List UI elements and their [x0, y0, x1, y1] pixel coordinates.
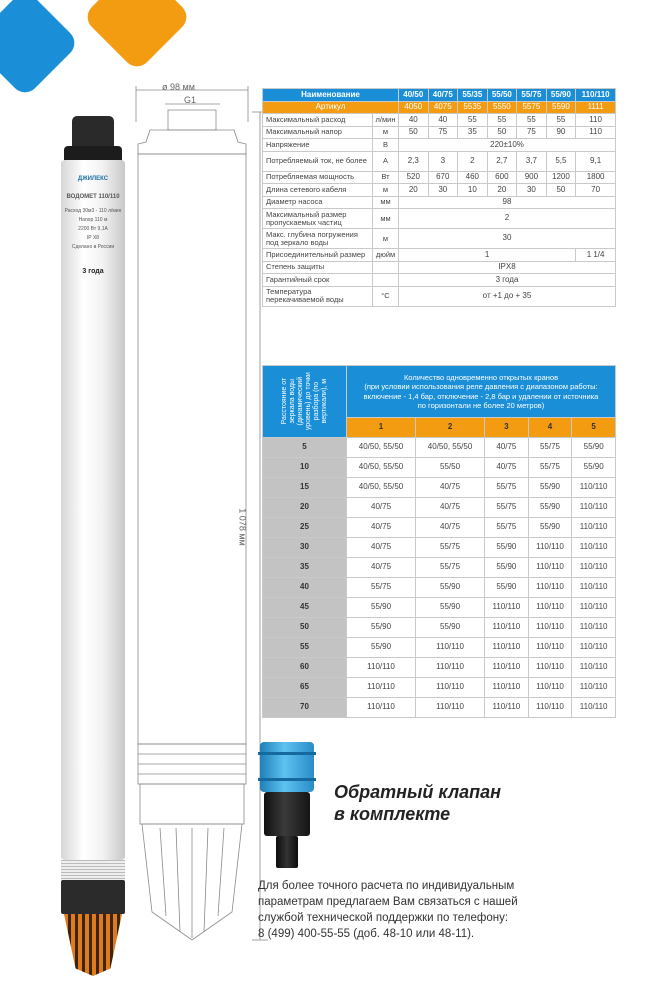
spec-param-name: Длина сетевого кабеля	[263, 184, 373, 197]
sel-model: 110/110	[528, 538, 572, 558]
spec-param-name: Максимальный напор	[263, 126, 373, 139]
sel-model: 55/90	[347, 598, 416, 618]
sel-distance: 70	[263, 698, 347, 718]
sel-model: 110/110	[572, 618, 616, 638]
spec-model-header: 40/75	[428, 89, 458, 102]
spec-param-name: Потребляемый ток, не более	[263, 151, 373, 171]
sel-row	[263, 578, 616, 598]
spec-value: 40	[428, 114, 458, 127]
spec-merged-value: 220±10%	[399, 139, 616, 152]
spec-row	[263, 139, 616, 152]
spec-value: 670	[428, 171, 458, 184]
sel-row	[263, 658, 616, 678]
spec-model-header: 110/110	[576, 89, 616, 102]
sel-model: 40/50, 55/50	[347, 458, 416, 478]
spec-article: 5535	[458, 101, 488, 114]
sel-model: 110/110	[528, 598, 572, 618]
sel-model: 110/110	[572, 538, 616, 558]
spec-param-name: Напряжение	[263, 139, 373, 152]
sel-model: 110/110	[528, 578, 572, 598]
sel-row	[263, 618, 616, 638]
spec-value: 5,5	[546, 151, 576, 171]
spec-unit: л/мин	[373, 114, 399, 127]
spec-article: 5575	[517, 101, 547, 114]
sel-row	[263, 678, 616, 698]
sel-row	[263, 598, 616, 618]
sel-distance: 20	[263, 498, 347, 518]
spec-unit: Вт	[373, 171, 399, 184]
spec-unit: °С	[373, 286, 399, 306]
sel-model: 110/110	[572, 518, 616, 538]
sel-model: 55/90	[485, 538, 529, 558]
spec-value: 900	[517, 171, 547, 184]
sel-model: 40/75	[347, 538, 416, 558]
spec-param-name: Диаметр насоса	[263, 196, 373, 209]
sel-tapcount: 1	[347, 418, 416, 438]
sel-vertical-text: Расстояние от зеркала воды (динамический уровень) до точки разбора (по вертикали), м	[280, 372, 328, 431]
spec-unit	[373, 261, 399, 274]
spec-value: 30	[517, 184, 547, 197]
selection-table	[262, 365, 616, 718]
spec-value: 30	[428, 184, 458, 197]
spec-name-header: Наименование	[263, 89, 399, 102]
sel-tapcount: 3	[485, 418, 529, 438]
sel-top-header-line: (при условии использования реле давления с диапазоном работы:	[364, 382, 598, 392]
spec-value: 110	[576, 126, 616, 139]
spec-row	[263, 171, 616, 184]
spec-split-left: 1	[399, 249, 576, 262]
sel-row	[263, 438, 616, 458]
contact-text	[258, 878, 598, 942]
spec-unit: м	[373, 184, 399, 197]
spec-merged-value: IPX8	[399, 261, 616, 274]
spec-value: 50	[546, 184, 576, 197]
spec-article: 4075	[428, 101, 458, 114]
spec-row	[263, 261, 616, 274]
sel-model: 110/110	[485, 698, 529, 718]
spec-param-name: Присоединительный размер	[263, 249, 373, 262]
sel-model: 40/75	[347, 498, 416, 518]
sel-distance: 55	[263, 638, 347, 658]
sel-row	[263, 698, 616, 718]
sel-distance: 50	[263, 618, 347, 638]
sel-model: 55/75	[485, 518, 529, 538]
pump-detail-line: IP X8	[86, 235, 100, 241]
decor-orange-diamond	[82, 0, 192, 72]
pump-drawing	[120, 82, 270, 982]
sel-row	[263, 638, 616, 658]
drawing-fitting	[168, 110, 216, 130]
spec-value: 2	[458, 151, 488, 171]
sel-model: 55/90	[572, 458, 616, 478]
sel-tapcount: 5	[572, 418, 616, 438]
spec-row	[263, 126, 616, 139]
spec-param-name: Максимальный размер пропускаемых частиц	[263, 209, 373, 229]
spec-article: 5550	[487, 101, 517, 114]
thread-label: G1	[184, 95, 197, 105]
spec-value: 3	[428, 151, 458, 171]
spec-article-header: Артикул	[263, 101, 399, 114]
sel-model: 55/90	[572, 438, 616, 458]
pump-detail-line: Сделано в России	[71, 244, 115, 250]
sel-model: 110/110	[416, 638, 485, 658]
spec-param-name: Потребляемая мощность	[263, 171, 373, 184]
sel-model: 110/110	[572, 658, 616, 678]
spec-unit: м	[373, 229, 399, 249]
sel-model: 40/75	[485, 458, 529, 478]
sel-top-header-line: по горизонтали не более 20 метров)	[417, 401, 545, 411]
sel-distance: 35	[263, 558, 347, 578]
spec-row	[263, 286, 616, 306]
spec-unit: м	[373, 126, 399, 139]
sel-model: 40/75	[416, 478, 485, 498]
spec-value: 55	[546, 114, 576, 127]
sel-model: 40/75	[485, 438, 529, 458]
sel-model: 55/90	[347, 638, 416, 658]
drawing-body	[138, 154, 246, 744]
spec-unit: В	[373, 139, 399, 152]
sel-model: 55/90	[528, 518, 572, 538]
spec-table	[262, 88, 616, 307]
sel-model: 110/110	[528, 638, 572, 658]
spec-merged-value: от +1 до + 35	[399, 286, 616, 306]
drawing-bottom	[140, 784, 244, 824]
spec-param-name: Гарантийный срок	[263, 274, 373, 287]
spec-value: 20	[399, 184, 429, 197]
sel-model: 55/90	[528, 478, 572, 498]
valve-caption-line: Обратный клапан	[334, 782, 502, 802]
check-valve-photo	[258, 742, 318, 868]
sel-model: 110/110	[485, 618, 529, 638]
spec-article: 1111	[576, 101, 616, 114]
spec-row	[263, 229, 616, 249]
sel-row	[263, 458, 616, 478]
spec-param-name: Максимальный расход	[263, 114, 373, 127]
sel-model: 110/110	[572, 638, 616, 658]
sel-distance: 60	[263, 658, 347, 678]
spec-row	[263, 209, 616, 229]
sel-model: 55/90	[528, 498, 572, 518]
sel-tapcount: 2	[416, 418, 485, 438]
spec-row	[263, 114, 616, 127]
sel-model: 110/110	[485, 598, 529, 618]
sel-top-header-line: Количество одновременно открытых кранов	[403, 372, 559, 382]
sel-model: 110/110	[416, 678, 485, 698]
spec-unit: мм	[373, 209, 399, 229]
sel-vertical-header	[263, 366, 347, 438]
pump-brand: ДЖИЛЕКС	[77, 176, 109, 182]
spec-model-header: 55/35	[458, 89, 488, 102]
length-label: 1 078 мм	[237, 508, 248, 546]
valve-black-body	[264, 792, 310, 836]
valve-blue-fitting	[260, 742, 314, 792]
spec-value: 2,3	[399, 151, 429, 171]
sel-model: 55/75	[347, 578, 416, 598]
spec-model-header: 55/50	[487, 89, 517, 102]
pump-detail-line: Напор 110 м	[78, 217, 108, 223]
spec-article-row	[263, 101, 616, 114]
pump-model: ВОДОМЕТ 110/110	[66, 194, 120, 200]
spec-row	[263, 196, 616, 209]
spec-value: 1200	[546, 171, 576, 184]
spec-value: 55	[458, 114, 488, 127]
pump-bottom-section	[61, 880, 125, 914]
sel-model: 110/110	[528, 658, 572, 678]
sel-distance: 65	[263, 678, 347, 698]
diameter-label: ø 98 мм	[162, 82, 195, 92]
spec-unit: дюйм	[373, 249, 399, 262]
sel-model: 110/110	[528, 698, 572, 718]
spec-value: 20	[487, 184, 517, 197]
sel-model: 40/50, 55/50	[347, 478, 416, 498]
sel-model: 110/110	[528, 678, 572, 698]
sel-distance: 10	[263, 458, 347, 478]
spec-header-row	[263, 89, 616, 102]
sel-model: 110/110	[572, 558, 616, 578]
sel-model: 55/75	[528, 438, 572, 458]
sel-model: 55/75	[416, 558, 485, 578]
valve-thread	[276, 836, 298, 868]
drawing-head	[138, 130, 246, 154]
spec-model-header: 55/90	[546, 89, 576, 102]
sel-model: 40/50, 55/50	[347, 438, 416, 458]
spec-value: 460	[458, 171, 488, 184]
spec-value: 90	[546, 126, 576, 139]
spec-value: 50	[399, 126, 429, 139]
sel-top-header-line: включение - 1,4 бар, отключение - 2,8 бар и удалении от источника	[363, 391, 599, 401]
sel-model: 55/75	[528, 458, 572, 478]
spec-value: 55	[487, 114, 517, 127]
sel-model: 40/75	[416, 518, 485, 538]
spec-value: 520	[399, 171, 429, 184]
spec-param-name: Макс. глубина погружения под зеркало воды	[263, 229, 373, 249]
spec-value: 9,1	[576, 151, 616, 171]
spec-merged-value: 3 года	[399, 274, 616, 287]
spec-article: 4050	[399, 101, 429, 114]
spec-unit: А	[373, 151, 399, 171]
sel-model: 110/110	[416, 698, 485, 718]
spec-value: 55	[517, 114, 547, 127]
spec-article: 5590	[546, 101, 576, 114]
spec-value: 110	[576, 114, 616, 127]
sel-distance: 5	[263, 438, 347, 458]
sel-model: 110/110	[485, 638, 529, 658]
sel-row	[263, 518, 616, 538]
spec-value: 2,7	[487, 151, 517, 171]
sel-distance: 45	[263, 598, 347, 618]
spec-param-name: Температура перекачиваемой воды	[263, 286, 373, 306]
sel-model: 55/50	[416, 458, 485, 478]
sel-model: 40/75	[347, 558, 416, 578]
sel-model: 110/110	[528, 558, 572, 578]
sel-model: 110/110	[485, 678, 529, 698]
sel-model: 110/110	[572, 498, 616, 518]
sel-model: 110/110	[416, 658, 485, 678]
sel-model: 110/110	[347, 678, 416, 698]
spec-merged-value: 2	[399, 209, 616, 229]
spec-row	[263, 184, 616, 197]
spec-row	[263, 249, 616, 262]
spec-value: 40	[399, 114, 429, 127]
spec-unit	[373, 274, 399, 287]
sel-model: 110/110	[572, 598, 616, 618]
pump-warranty: 3 года	[82, 268, 104, 275]
spec-unit: мм	[373, 196, 399, 209]
sel-model: 110/110	[572, 678, 616, 698]
spec-value: 50	[487, 126, 517, 139]
sel-distance: 40	[263, 578, 347, 598]
sel-model: 55/75	[485, 478, 529, 498]
spec-split-right: 1 1/4	[576, 249, 616, 262]
sel-model: 40/75	[416, 498, 485, 518]
sel-model: 110/110	[572, 478, 616, 498]
spec-value: 3,7	[517, 151, 547, 171]
spec-merged-value: 30	[399, 229, 616, 249]
spec-row	[263, 151, 616, 171]
pump-top-cap	[72, 116, 114, 162]
sel-top-header	[347, 366, 616, 418]
contact-line: службой технической поддержки по телефону:	[258, 912, 509, 925]
sel-model: 110/110	[347, 698, 416, 718]
contact-line: параметрам предлагаем Вам связаться с нашей	[258, 896, 518, 909]
spec-value: 75	[428, 126, 458, 139]
spec-value: 75	[517, 126, 547, 139]
sel-model: 110/110	[528, 618, 572, 638]
sel-model: 40/50, 55/50	[416, 438, 485, 458]
spec-model-header: 40/50	[399, 89, 429, 102]
sel-tapcount: 4	[528, 418, 572, 438]
sel-row	[263, 478, 616, 498]
valve-caption-line: в комплекте	[334, 803, 451, 824]
spec-value: 35	[458, 126, 488, 139]
sel-row	[263, 538, 616, 558]
sel-model: 55/75	[416, 538, 485, 558]
sel-model: 55/90	[416, 598, 485, 618]
pump-intake-grille	[64, 914, 122, 976]
sel-model: 110/110	[485, 658, 529, 678]
sel-distance: 15	[263, 478, 347, 498]
spec-model-header: 55/75	[517, 89, 547, 102]
spec-value: 1800	[576, 171, 616, 184]
valve-caption	[334, 782, 501, 825]
sel-model: 40/75	[347, 518, 416, 538]
sel-row	[263, 498, 616, 518]
sel-distance: 30	[263, 538, 347, 558]
spec-param-name: Степень защиты	[263, 261, 373, 274]
spec-row	[263, 274, 616, 287]
spec-merged-value: 98	[399, 196, 616, 209]
contact-line: Для более точного расчета по индивидуальным	[258, 880, 515, 892]
contact-line: 8 (499) 400-55-55 (доб. 48-10 или 48-11).	[258, 928, 475, 941]
sel-row	[263, 558, 616, 578]
sel-model: 55/75	[485, 498, 529, 518]
sel-model: 55/90	[485, 558, 529, 578]
sel-model: 55/90	[347, 618, 416, 638]
decor-blue-diamond	[0, 0, 80, 98]
sel-model: 110/110	[347, 658, 416, 678]
sel-model: 110/110	[572, 578, 616, 598]
sel-header-row	[263, 366, 616, 418]
spec-value: 70	[576, 184, 616, 197]
sel-model: 110/110	[572, 698, 616, 718]
spec-value: 10	[458, 184, 488, 197]
pump-body	[61, 160, 125, 860]
sel-distance: 25	[263, 518, 347, 538]
pump-detail-line: Расход 30м3 - 110 л/мин	[64, 208, 122, 214]
pump-ribbed-ring	[61, 860, 125, 880]
pump-detail-line: 2200 Вт 9,1А	[78, 226, 108, 232]
spec-value: 600	[487, 171, 517, 184]
sel-model: 55/90	[416, 578, 485, 598]
pump-photo	[58, 112, 128, 982]
sel-model: 55/90	[485, 578, 529, 598]
sel-model: 55/90	[416, 618, 485, 638]
